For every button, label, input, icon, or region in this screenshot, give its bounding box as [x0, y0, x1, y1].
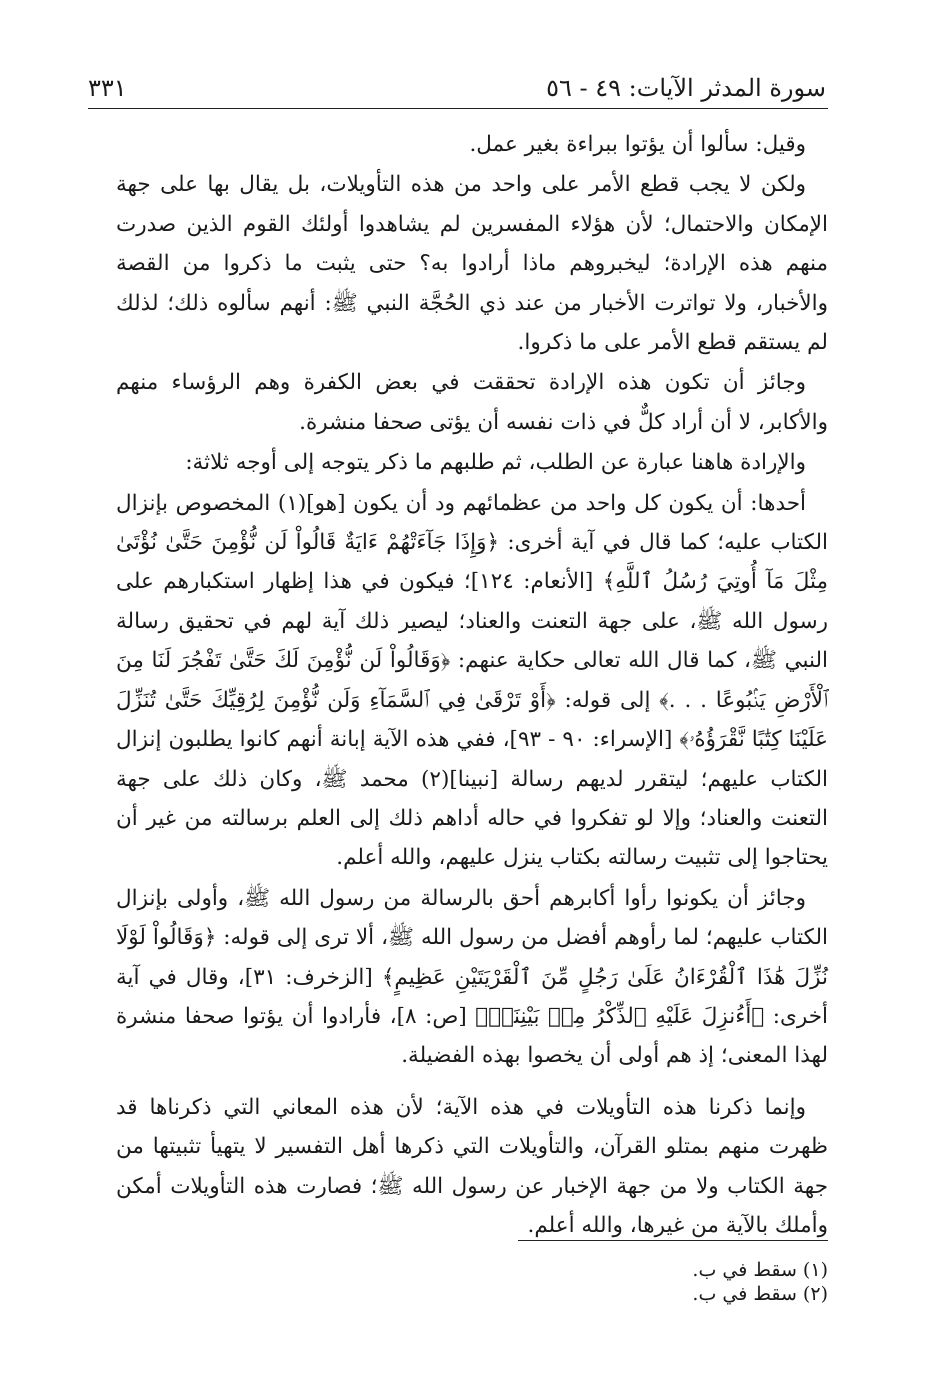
footnotes [400, 1258, 828, 1306]
footnote: (٢) سقط في ب. [692, 1283, 828, 1305]
paragraph: ولكن لا يجب قطع الأمر على واحد من هذه التأويلات، بل يقال بها على جهة الإمكان والاحتمال؛ لأن هؤلاء المفسرين لم يشاهدوا أولئك القوم الذين صدرت منهم هذه الإرادة؛ ليخبروهم ماذا أرادوا به؟ حتى يثبت ما ذكروا من القصة والأخبار، ولا تواترت الأخبار من عند ذي الحُجَّة النبي ﷺ: أنهم سألوه ذلك؛ لذلك لم يستقم قطع الأمر على ما ذكروا. [116, 172, 828, 356]
footnote-rule [518, 1240, 828, 1241]
header-rule [88, 108, 828, 109]
paragraph: وجائز أن تكون هذه الإرادة تحققت في بعض الكفرة وهم الرؤساء منهم والأكابر، لا أن أراد كلٌّ في ذات نفسه أن يؤتى صحفا منشرة. [116, 370, 828, 435]
paragraph: وقيل: سألوا أن يؤتوا ببراءة بغير عمل. [469, 132, 806, 157]
paragraph: والإرادة هاهنا عبارة عن الطلب، ثم طلبهم ما ذكر يتوجه إلى أوجه ثلاثة: [185, 450, 806, 476]
footnote: (١) سقط في ب. [692, 1259, 828, 1281]
main-text [116, 125, 828, 1246]
running-title: سورة المدثر الآيات: ٤٩ - ٥٦ [546, 74, 826, 102]
page-header [88, 62, 826, 102]
paragraph: وإنما ذكرنا هذه التأويلات في هذه الآية؛ لأن هذه المعاني التي ذكرناها قد ظهرت منهم بمتلو القرآن، والتأويلات التي ذكرها أهل التفسير لا يتهيأ تثبيتها من جهة الكتاب ولا من جهة الإخبار عن رسول الله ﷺ؛ فصارت هذه التأويلات أمكن وأملك بالآية من غيرها، والله أعلم. [116, 1094, 828, 1238]
paragraph: أحدها: أن يكون كل واحد من عظمائهم ود أن يكون [هو](١) المخصوص بإنزال الكتاب عليه؛ كما قال في آية أخرى: ﴿وَإِذَا جَآءَتْهُمْ ءَايَةٌ قَالُواْ لَن نُّؤْمِنَ حَتَّىٰ نُؤْتَىٰ مِثْلَ مَآ أُوتِيَ رُسُلُ ٱللَّهِ﴾ [الأنعام: ١٢٤]؛ فيكون في هذا إظهار استكبارهم على رسول الله ﷺ، على جهة التعنت والعناد؛ ليصير ذلك آية لهم في تحقيق رسالة النبي ﷺ، كما قال الله تعالى حكاية عنهم: ﴿وَقَالُواْ لَن نُّؤْمِنَ لَكَ حَتَّىٰ تَفْجُرَ لَنَا مِنَ ٱلْأَرْضِ يَنۢبُوعًا . . .﴾ إلى قوله: ﴿أَوْ تَرْقَىٰ فِي ٱلسَّمَآءِ وَلَن نُّؤْمِنَ لِرُقِيِّكَ حَتَّىٰ تُنَزِّلَ عَلَيْنَا كِتَٰبًا نَّقْرَؤُهُۥ﴾ [الإسراء: ٩٠ - ٩٣]، ففي هذه الآية إبانة أنهم كانوا يطلبون إنزال الكتاب عليهم؛ ليتقرر لديهم رسالة [نبينا](٢) محمد ﷺ، وكان ذلك على جهة التعنت والعناد؛ وإلا لو تفكروا في حاله أداهم ذلك إلى العلم برسالته من غير أن يحتاجوا إلى تثبيت رسالته بكتاب ينزل عليهم، والله أعلم. [116, 490, 829, 871]
page-number: ٣٣١ [88, 74, 127, 102]
paragraph: وجائز أن يكونوا رأوا أكابرهم أحق بالرسالة من رسول الله ﷺ، وأولى بإنزال الكتاب عليهم؛ لما رأوهم أفضل من رسول الله ﷺ، ألا ترى إلى قوله: ﴿وَقَالُواْ لَوْلَا نُزِّلَ هَٰذَا ٱلْقُرْءَانُ عَلَىٰ رَجُلٍ مِّنَ ٱلْقَرْيَتَيْنِ عَظِيمٍ﴾ [الزخرف: ٣١]، وقال في آية أخرى: ﴿أَءُنزِلَ عَلَيْهِ ٱلذِّكْرُ مِنۢ بَيْنِنَاۚ﴾ [ص: ٨]، فأرادوا أن يؤتوا صحفا منشرة لهذا المعنى؛ إذ هم أولى أن يخصوا بهذه الفضيلة. [116, 885, 829, 1069]
